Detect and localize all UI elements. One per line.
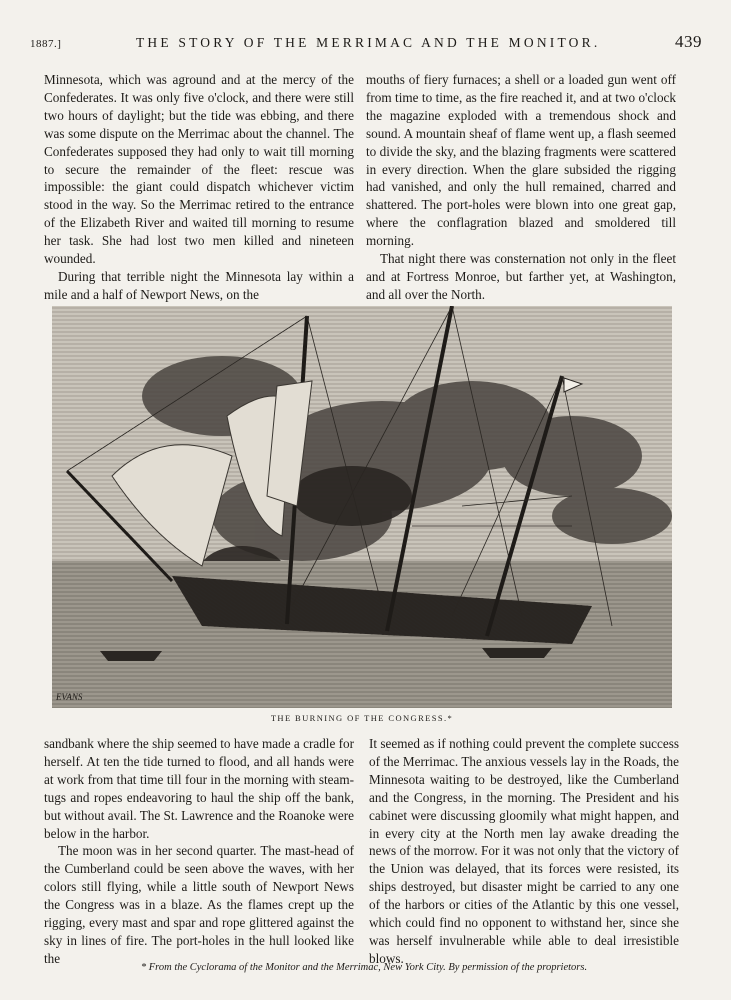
column-bottom-left xyxy=(44,735,354,968)
column-top-left xyxy=(44,71,354,304)
header-year: 1887.] xyxy=(30,38,62,50)
paragraph: That night there was consternation not only in the fleet and at Fortress Monroe, but farther yet, at Washington, and all over the North. xyxy=(366,251,676,302)
column-top-right xyxy=(366,71,676,304)
page-header xyxy=(30,32,702,54)
figure-caption: THE BURNING OF THE CONGRESS.* xyxy=(270,713,454,723)
paragraph: mouths of fiery furnaces; a shell or a loaded gun went off from time to time, as the fire reached it, and at two o'clock the magazine exploded with a tremendous shock and sound. A mountain sheaf of flame went up, a flash seemed to divide the sky, and the blazing fragments were scattered in every direction. When the glare subsided the rigging had vanished, and only the hull remained, charred and shattered. The port-holes were blown into one great gap, where the conflagration blazed and smoldered till morning. xyxy=(366,72,676,249)
paragraph: Minnesota, which was aground and at the mercy of the Confederates. It was only five o'clock, and there were still two hours of daylight; but the tide was ebbing, and there was some dispute on the Merrimac about the channel. The Confederates supposed they had only to wait till morning to secure the remainder of the fleet: rescue was impossible: the giant could dispatch whichever victim stood in the way. So the Merrimac retired to the entrance of the Elizabeth River and waited till morning to resume her task. She had lost two men killed and nineteen wounded. xyxy=(44,72,354,267)
column-bottom-right xyxy=(369,735,679,968)
engraving-burning-congress xyxy=(52,306,672,708)
page-number: 439 xyxy=(674,32,702,51)
paragraph: sandbank where the ship seemed to have made a cradle for herself. At ten the tide turned to flood, and all hands were at work from that time till four in the morning with steam-tugs and ropes endeavoring to haul the ship off the bank, but without avail. The St. Lawrence and the Roanoke were below in the harbor. xyxy=(44,736,354,841)
paragraph: The moon was in her second quarter. The mast-head of the Cumberland could be seen above the waves, with her colors still flying, while a little south of Newport News the Congress was in a blaze. As the flames crept up the rigging, every mast and spar and rope glittered against the sky in lines of fire. The port-holes in the hull looked like the xyxy=(44,843,354,966)
paragraph: It seemed as if nothing could prevent the complete success of the Merrimac. The anxious vessels lay in the Roads, the Minnesota waiting to be destroyed, like the Cumberland and the Congress, in the morning. The President and his cabinet were discussing gloomily what might happen, and in every city at the North men lay awake dreading the news of the morrow. For it was not only that the victory of the Union was delayed, that its forces were resisted, its ships destroyed, but disaster might be carried to any one of the harbors or cities of the Atlantic by this one vessel, which could find no opponent to withstand her, since she was herself invulnerable while able to deal irresistible blows. xyxy=(369,736,679,966)
running-title: THE STORY OF THE MERRIMAC AND THE MONITOR. xyxy=(135,35,601,50)
artist-signature: EVANS xyxy=(56,692,83,702)
paragraph: During that terrible night the Minnesota lay within a mile and a half of Newport News, on the xyxy=(44,268,354,302)
footnote: * From the Cyclorama of the Monitor and the Merrimac, New York City. By permission of the proprietors. xyxy=(140,962,588,973)
